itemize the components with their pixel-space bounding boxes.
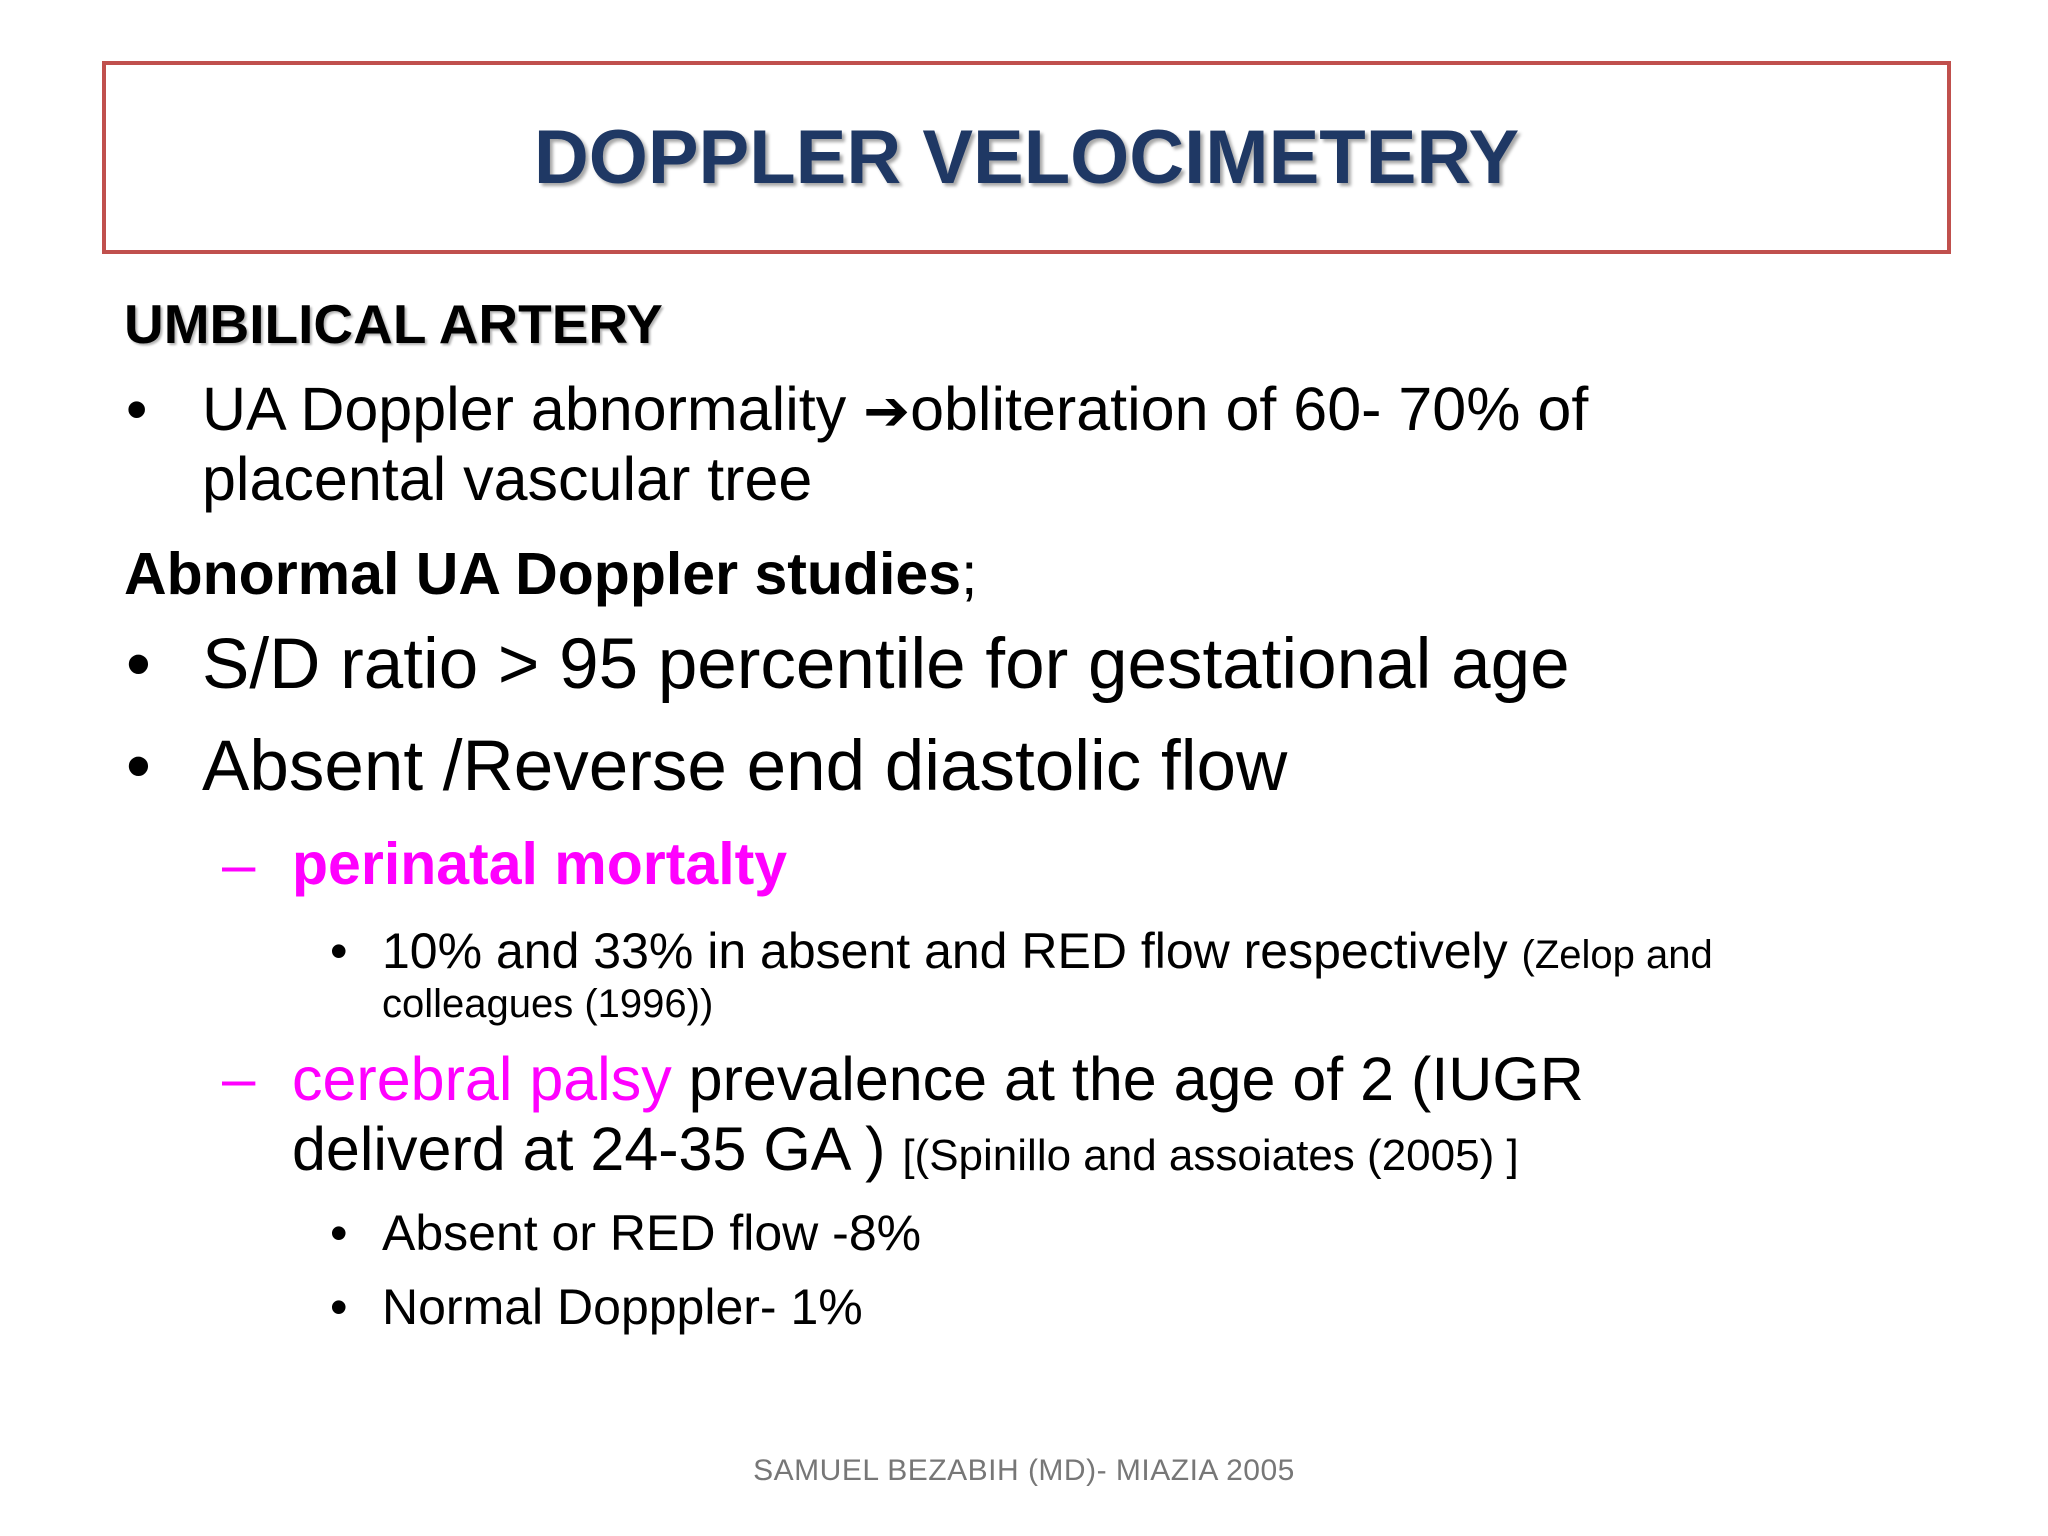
right-arrow-icon: ➔ — [863, 379, 911, 442]
bullet-ua-text-after: obliteration of 60- 70% of — [910, 375, 1589, 443]
sub-perinatal-text: perinatal mortalty — [292, 831, 788, 897]
bullet-mark: • — [126, 625, 151, 704]
studies-heading-bold: Abnormal UA Doppler studies — [124, 541, 962, 607]
perinatal-detail-text: 10% and 33% in absent and RED flow respectively — [382, 923, 1522, 979]
bullet-mark: • — [330, 1279, 348, 1335]
slide-title: DOPPLER VELOCIMETERY — [533, 115, 1520, 200]
studies-heading-suffix: ; — [961, 541, 978, 607]
footer: SAMUEL BEZABIH (MD)- MIAZIA 2005 — [753, 1454, 1295, 1487]
perinatal-citation: (Zelop and — [1521, 933, 1713, 977]
palsy-detail-text: Normal Dopppler- 1% — [382, 1279, 863, 1335]
dash-mark: – — [222, 1045, 256, 1112]
bullet-sd-text: S/D ratio > 95 percentile for gestational age — [202, 625, 1570, 704]
bullet-ua-text: UA Doppler abnormality — [202, 375, 864, 443]
perinatal-citation-continuation: colleagues (1996)) — [382, 982, 714, 1026]
section-heading: UMBILICAL ARTERY — [124, 293, 663, 355]
bullet-mark: • — [330, 1205, 348, 1261]
bullet-absent-text: Absent /Reverse end diastolic flow — [202, 727, 1288, 806]
sub-palsy-highlight: cerebral palsy — [292, 1045, 672, 1113]
palsy-detail-text: Absent or RED flow -8% — [382, 1205, 922, 1261]
bullet-mark: • — [330, 923, 348, 979]
palsy-citation: [(Spinillo and assoiates (2005) ] — [902, 1131, 1519, 1180]
bullet-mark: • — [126, 375, 148, 443]
bullet-mark: • — [126, 727, 151, 806]
dash-mark: – — [222, 831, 256, 898]
title-box — [102, 61, 1951, 254]
bullet-ua-continuation: placental vascular tree — [202, 445, 813, 513]
sub-palsy-text: prevalence at the age of 2 (IUGR — [671, 1045, 1584, 1113]
studies-heading — [124, 540, 977, 608]
sub-palsy-text-line2: deliverd at 24-35 GA ) — [292, 1115, 903, 1183]
